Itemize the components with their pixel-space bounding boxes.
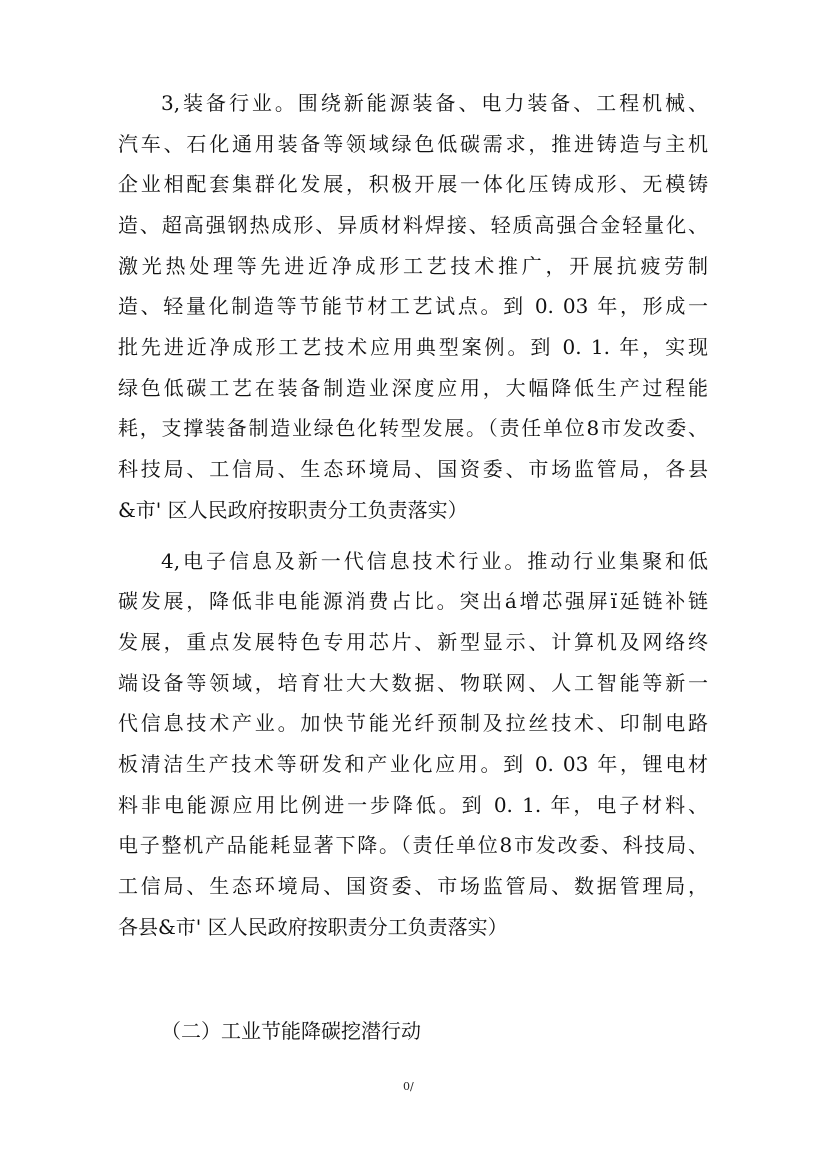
paragraph-electronics-line-1: 4,电子信息及新一代信息技术行业。推动行业集聚和低: [161, 549, 708, 573]
paragraph-electronics-line-2: 碳发展，降低非电能源消费占比。突出á增芯强屏ï延链补链: [118, 589, 708, 613]
paragraph-equipment-line-2: 汽车、石化通用装备等领域绿色低碳需求，推进铸造与主机: [118, 132, 708, 156]
paragraph-equipment-line-9: 耗，支撑装备制造业绿色化转型发展。（责任单位8市发改委、: [118, 416, 708, 440]
paragraph-electronics-line-9: 工信局、生态环境局、国资委、市场监管局、数据管理局，: [118, 874, 708, 898]
page-number: 0/: [403, 1080, 414, 1093]
paragraph-electronics-line-4: 端设备等领域，培育壮大大数据、物联网、人工智能等新一: [118, 671, 708, 695]
paragraph-equipment-line-6: 造、轻量化制造等节能节材工艺试点。到 0. 03 年，形成一: [118, 294, 708, 318]
paragraph-equipment-line-1: 3,装备行业。围绕新能源装备、电力装备、工程机械、: [161, 91, 708, 115]
paragraph-equipment-line-7: 批先进近净成形工艺技术应用典型案例。到 0. 1. 年，实现: [118, 335, 708, 359]
paragraph-equipment-line-8: 绿色低碳工艺在装备制造业深度应用，大幅降低生产过程能: [118, 376, 708, 400]
paragraph-equipment-line-4: 造、超高强钢热成形、异质材料焊接、轻质高强合金轻量化、: [118, 213, 708, 237]
paragraph-electronics-line-7: 料非电能源应用比例进一步降低。到 0. 1. 年，电子材料、: [118, 793, 708, 817]
paragraph-electronics-line-6: 板清洁生产技术等研发和产业化应用。到 0. 03 年，锂电材: [118, 752, 708, 776]
paragraph-equipment-line-5: 激光热处理等先进近净成形工艺技术推广，开展抗疲劳制: [118, 254, 708, 278]
paragraph-electronics-line-10: 各县&市' 区人民政府按职责分工负责落实）: [118, 915, 508, 939]
paragraph-electronics-line-5: 代信息技术产业。加快节能光纤预制及拉丝技术、印制电路: [118, 711, 708, 735]
paragraph-electronics-line-8: 电子整机产品能耗显著下降。（责任单位8市发改委、科技局、: [118, 833, 708, 857]
paragraph-equipment-line-11: &市' 区人民政府按职责分工负责落实）: [118, 498, 468, 522]
paragraph-equipment-line-10: 科技局、工信局、生态环境局、国资委、市场监管局，各县: [118, 457, 708, 481]
paragraph-electronics-line-3: 发展，重点发展特色专用芯片、新型显示、计算机及网络终: [118, 630, 708, 654]
section-heading: （二）工业节能降碳挖潜行动: [161, 1019, 421, 1043]
paragraph-equipment-line-3: 企业相配套集群化发展，积极开展一体化压铸成形、无模铸: [118, 172, 708, 196]
